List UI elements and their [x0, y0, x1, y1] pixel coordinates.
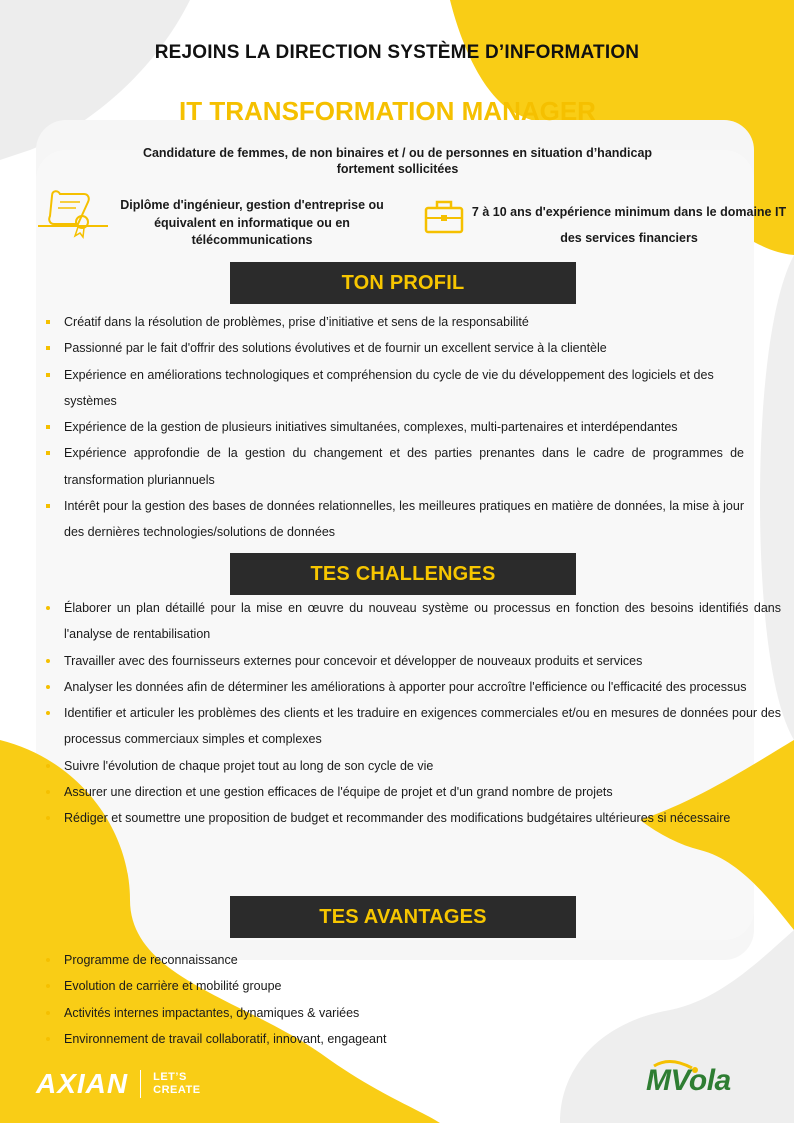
bullet-icon [46, 373, 50, 377]
list-item: Assurer une direction et une gestion efficaces de l'équipe de projet et d'un grand nombre de projets [44, 779, 781, 805]
bullet-icon [46, 659, 50, 663]
bullet-icon [46, 1011, 50, 1015]
list-item: Evolution de carrière et mobilité groupe [44, 973, 744, 999]
bullet-icon [46, 790, 50, 794]
education-line1: Diplôme d'ingénieur, gestion d'entreprise ou [120, 198, 384, 212]
axian-wordmark: AXIAN [36, 1068, 129, 1099]
bullet-icon [46, 685, 50, 689]
challenges-list [44, 595, 781, 832]
briefcase-icon [422, 196, 466, 238]
list-item: Activités internes impactantes, dynamiques & variées [44, 1000, 744, 1026]
experience-requirement [464, 199, 794, 251]
tagline-line1: LET’S [153, 1071, 187, 1083]
axian-logo [36, 1068, 201, 1100]
list-item: Passionné par le fait d'offrir des solutions évolutives et de fournir un excellent service à la clientèle [44, 335, 744, 361]
diversity-note [120, 145, 675, 177]
education-line3: télécommunications [191, 233, 313, 247]
list-item: Suivre l'évolution de chaque projet tout au long de son cycle de vie [44, 753, 781, 779]
job-title: IT TRANSFORMATION MANAGER [179, 96, 596, 126]
benefits-section-heading: TES AVANTAGES [230, 896, 576, 938]
list-item: Expérience en améliorations technologiques et compréhension du cycle de vie du développement des logiciels et des systèmes [44, 362, 744, 415]
bullet-icon [46, 320, 50, 324]
bullet-icon [46, 984, 50, 988]
list-item: Programme de reconnaissance [44, 947, 744, 973]
list-item: Élaborer un plan détaillé pour la mise en œuvre du nouveau système ou processus en fonction des besoins identifiés dans l'analyse de rentabilisation [44, 595, 781, 648]
tagline-line2: CREATE [153, 1084, 201, 1096]
list-item: Travailler avec des fournisseurs externes pour concevoir et développer de nouveaux produits et services [44, 648, 781, 674]
bullet-icon [46, 451, 50, 455]
bullet-icon [46, 958, 50, 962]
bullet-icon [46, 606, 50, 610]
list-item: Analyser les données afin de déterminer les améliorations à apporter pour accroître l'efficience ou l'efficacité des processus [44, 674, 781, 700]
bullet-icon [46, 346, 50, 350]
diploma-scroll-icon [38, 188, 110, 240]
list-item: Créatif dans la résolution de problèmes, prise d’initiative et sens de la responsabilité [44, 309, 744, 335]
list-item: Intérêt pour la gestion des bases de données relationnelles, les meilleures pratiques en matière de données, la mise à jour des dernières technologies/solutions de données [44, 493, 744, 546]
bullet-icon [46, 504, 50, 508]
profile-list [44, 309, 744, 546]
bullet-icon [46, 425, 50, 429]
list-item: Expérience approfondie de la gestion du changement et des parties prenantes dans le cadre de programmes de transformation pluriannuels [44, 440, 744, 493]
page-header-title: REJOINS LA DIRECTION SYSTÈME D’INFORMATION [154, 42, 640, 63]
list-item: Expérience de la gestion de plusieurs initiatives simultanées, complexes, multi-partenaires et interdépendantes [44, 414, 744, 440]
diversity-note-line1: Candidature de femmes, de non binaires et / ou de personnes en situation d’handicap [142, 146, 653, 160]
logo-divider [140, 1070, 141, 1098]
bullet-icon [46, 1037, 50, 1041]
bullet-icon [46, 711, 50, 715]
list-item: Identifier et articuler les problèmes des clients et les traduire en exigences commerciales et/ou en mesures de données pour des processus commerciaux simples et complexes [44, 700, 781, 753]
list-item: Rédiger et soumettre une proposition de budget et recommander des modifications budgétaires ultérieures si nécessaire [44, 805, 781, 831]
experience-line1: 7 à 10 ans d'expérience minimum dans le domaine IT [471, 205, 787, 219]
list-item: Environnement de travail collaboratif, innovant, engageant [44, 1026, 744, 1052]
diversity-note-line2: fortement sollicitées [336, 162, 459, 176]
bullet-icon [46, 816, 50, 820]
bullet-icon [46, 764, 50, 768]
challenges-section-heading: TES CHALLENGES [230, 553, 576, 595]
mvola-wordmark: MVola [646, 1064, 731, 1097]
education-requirement [110, 197, 394, 250]
experience-line2: des services financiers [560, 231, 698, 245]
profile-section-heading: TON PROFIL [230, 262, 576, 304]
mvola-logo [640, 1058, 770, 1102]
education-line2: équivalent en informatique ou en [154, 215, 350, 230]
axian-tagline [153, 1071, 200, 1097]
benefits-list [44, 947, 744, 1052]
